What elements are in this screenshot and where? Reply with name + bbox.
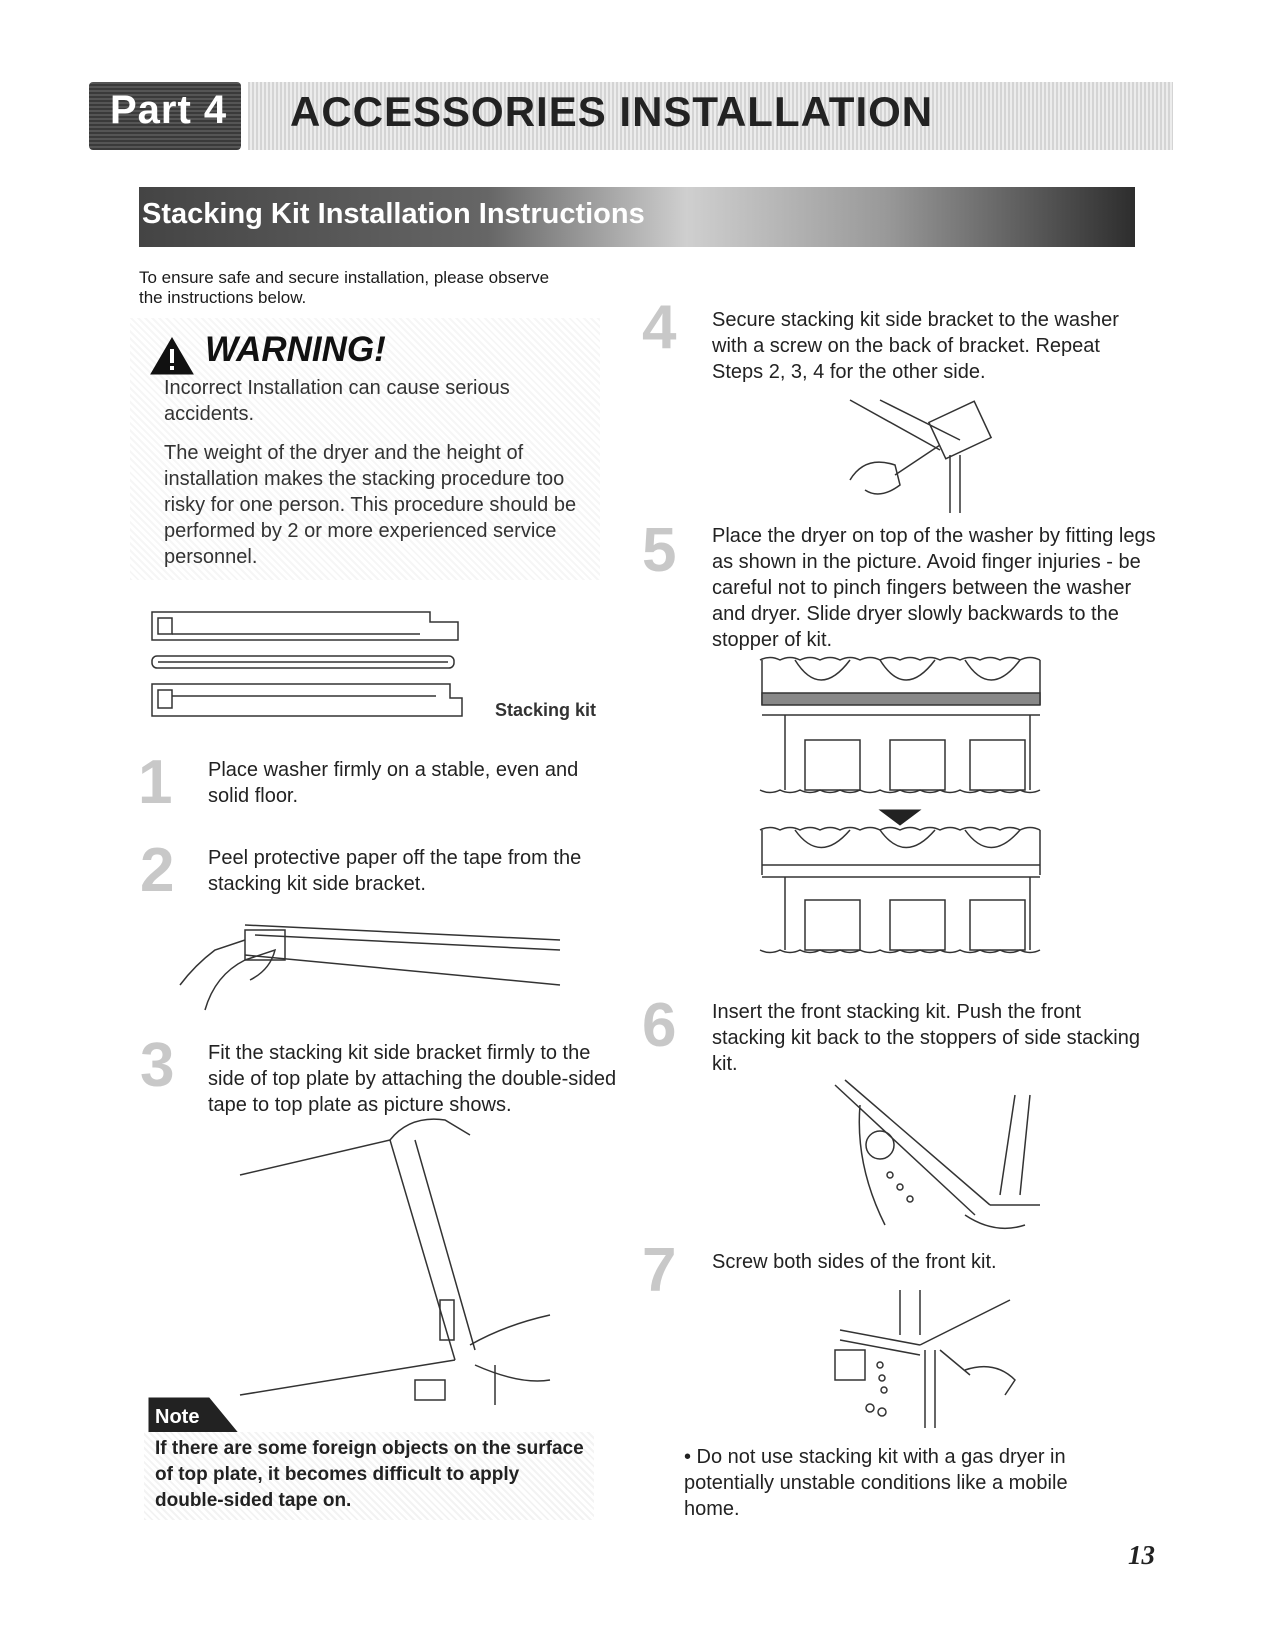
kit-label: Stacking kit [495,700,597,720]
section-title: Stacking Kit Installation Instructions [142,198,645,230]
intro-text: To ensure safe and secure installation, please observe the instructions below. [139,268,550,307]
part-label: Part 4 [110,88,228,132]
step-number-2: 2 [140,836,175,905]
place-dryer-illustration [750,655,1070,985]
step-number-5: 5 [642,516,677,585]
header-title: ACCESSORIES INSTALLATION [290,88,934,135]
step-number-7: 7 [642,1236,677,1305]
gas-dryer-bullet: • Do not use stacking kit with a gas dryer in potentially unstable conditions like a mobile home. [684,1446,1068,1520]
step-text-7: Screw both sides of the front kit. [712,1251,997,1273]
step-text-4: Secure stacking kit side bracket to the washer with a screw on the back of bracket. Repeat Steps 2, 3, 4 for the other side. [712,309,1119,383]
warning-line-2: The weight of the dryer and the height of installation makes the stacking procedure too risky for one person. This procedure should be performed by 2 or more experienced service personnel. [164,442,577,568]
step-text-3: Fit the stacking kit side bracket firmly to the side of top plate by attaching the double-sided tape to top plate as picture shows. [208,1042,617,1116]
step-number-3: 3 [140,1031,175,1100]
step-text-5: Place the dryer on top of the washer by fitting legs as shown in the picture. Avoid finger injuries - be careful not to pinch fingers between the washer and dryer. Slide dryer slowly backwards to the stopper of kit. [712,525,1156,651]
page-number: 13 [1128,1540,1155,1570]
warning-icon [149,336,195,376]
step-number-6: 6 [642,991,677,1060]
peel-tape-illustration [175,915,575,1015]
warning-line-1: Incorrect Installation can cause serious accidents. [164,377,510,425]
attach-bracket-illustration [230,1115,570,1405]
screw-front-kit-illustration [830,1290,1030,1430]
step-text-1: Place washer firmly on a stable, even and solid floor. [208,759,579,807]
stacking-kit-illustration [150,608,470,728]
step-text-2: Peel protective paper off the tape from the stacking kit side bracket. [208,847,582,895]
step-number-1: 1 [138,748,173,817]
step-number-4: 4 [642,293,677,362]
warning-title: WARNING! [205,330,386,369]
note-text: If there are some foreign objects on the surface of top plate, it becomes difficult to apply double-sided tape on. [155,1438,584,1511]
step-text-6: Insert the front stacking kit. Push the front stacking kit back to the stoppers of side stacking kit. [712,1001,1140,1075]
note-tag [149,1398,239,1432]
note-label: Note [155,1406,200,1428]
front-kit-illustration [825,1075,1055,1250]
screw-bracket-illustration [840,395,1020,515]
